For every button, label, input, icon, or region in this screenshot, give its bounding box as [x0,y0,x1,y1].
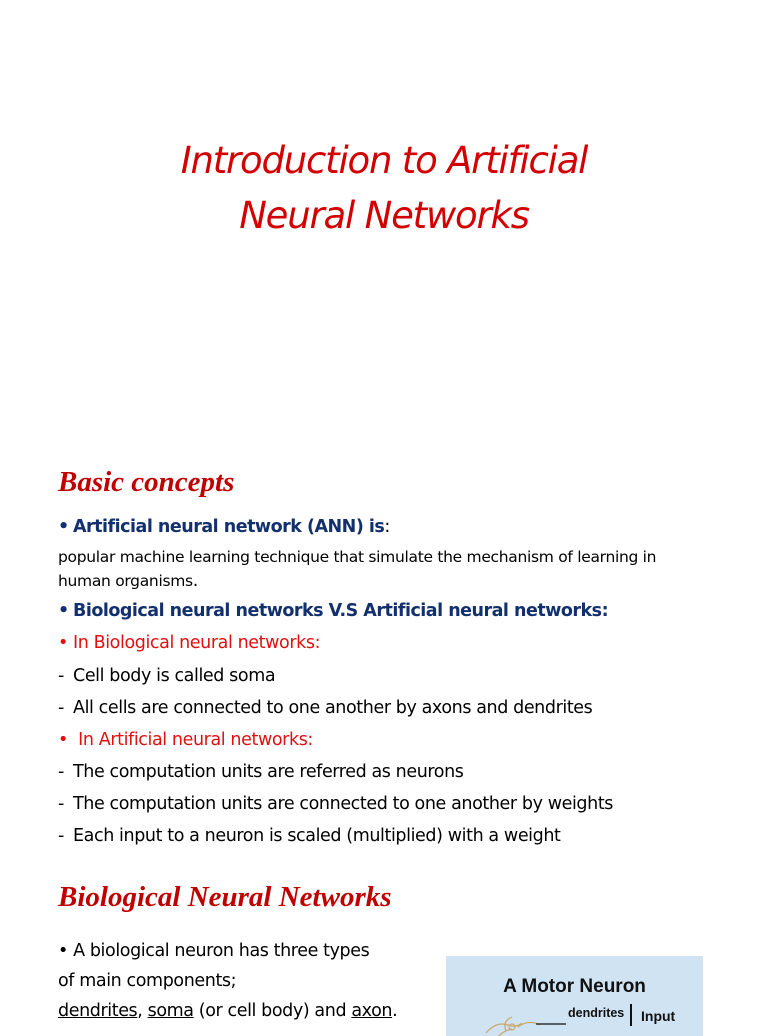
art-item-text: The computation units are referred as neurons [73,762,464,782]
in-bio-text: In Biological neural networks: [73,633,321,653]
dendrites-label: dendrites [568,1006,625,1020]
bullet-dot: • [58,730,68,750]
bio-item-text: Cell body is called soma [73,666,276,686]
bnn-line-2: of main components; [58,971,237,991]
slide-title-line-2: Neural Networks [239,194,529,237]
art-item-text: The computation units are connected to one another by weights [73,794,614,814]
ann-definition-period: . [192,571,199,591]
bnn-line-1 [58,941,369,961]
component-soma: soma [147,1001,194,1021]
dash-marker: - [58,698,64,718]
figure-title: A Motor Neuron [503,976,646,997]
label-divider [630,1004,632,1026]
input-label: Input [641,1008,676,1024]
in-art-bullet [58,730,313,750]
list-item [58,826,561,846]
bullet-dot: • [58,601,69,621]
list-item [58,794,613,814]
bullet-dot: • [58,633,68,653]
component-axon: axon [351,1001,393,1021]
bnn-line-3 [58,1001,397,1021]
ann-definition-text: human organisms [58,572,193,590]
bio-vs-art-bullet [58,601,608,621]
art-item-text: Each input to a neuron is scaled (multiplied) with a weight [73,826,561,846]
basic-concepts-heading: Basic concepts [58,466,235,498]
bio-item-text: All cells are connected to one another by axons and dendrites [73,698,593,718]
motor-neuron-figure [446,956,703,1036]
ann-bullet [58,517,390,537]
bio-vs-art-text: Biological neural networks V.S Artificial neural networks: [73,601,609,621]
ann-colon: : [384,517,390,537]
slide-title-line-1: Introduction to Artificial [180,139,588,182]
ann-label: Artificial neural network (ANN) is [73,517,385,537]
component-dendrites: dendrites [58,1001,138,1021]
bnn-heading: Biological Neural Networks [58,881,392,913]
dendrite-illustration [466,1001,576,1036]
slide-title [0,133,768,243]
bullet-dot: • [58,517,69,537]
list-item [58,666,275,686]
ann-definition-line-1: popular machine learning technique that simulate the mechanism of learning in [58,548,657,566]
component-mid-text: (or cell body) and [198,1001,347,1021]
dash-marker: - [58,666,64,686]
line-end-period: . [392,1001,398,1021]
dash-marker: - [58,826,64,846]
bullet-dot: • [58,941,68,961]
dash-marker: - [58,762,64,782]
ann-definition-line-2 [58,571,198,591]
list-item [58,698,592,718]
separator: , [137,1001,143,1021]
bnn-line-1-text: A biological neuron has three types [73,941,370,961]
list-item [58,762,464,782]
in-bio-bullet [58,633,320,653]
dash-marker: - [58,794,64,814]
in-art-text: In Artificial neural networks: [78,730,313,750]
